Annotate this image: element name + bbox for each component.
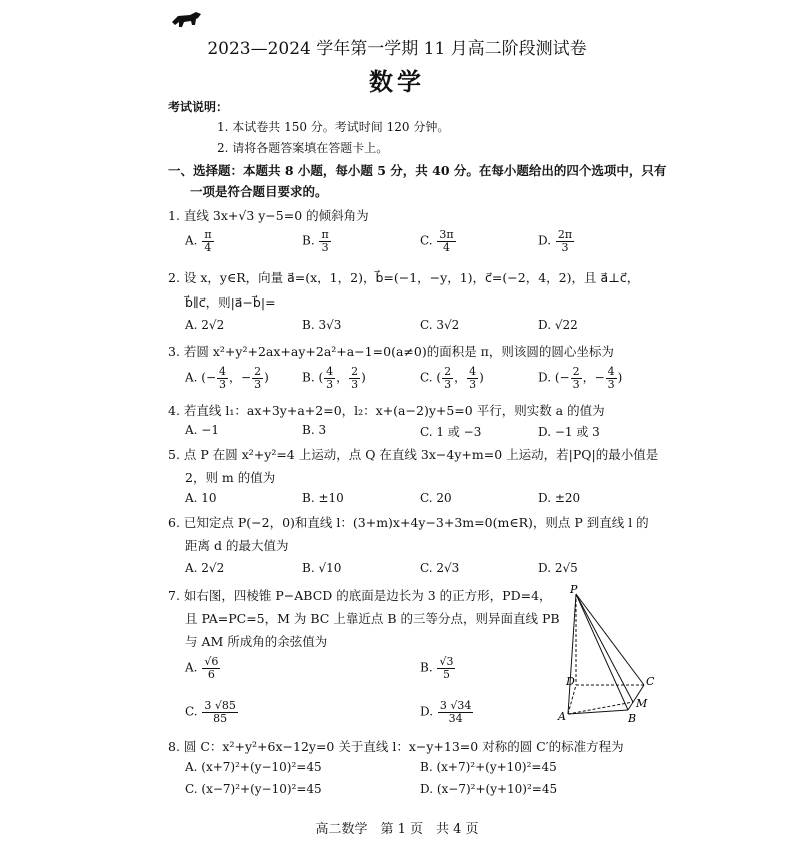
vertex-label-m: M bbox=[636, 697, 648, 710]
instruction-item-1: 1. 本试卷共 150 分。考试时间 120 分钟。 bbox=[217, 120, 450, 134]
q6-option-c[interactable]: C. 2√3 bbox=[420, 561, 460, 575]
q5-option-c[interactable]: C. 20 bbox=[420, 491, 452, 505]
q2-option-d[interactable]: D. √22 bbox=[538, 318, 578, 332]
page-title: 2023—2024 学年第一学期 11 月高二阶段测试卷 bbox=[207, 39, 587, 59]
question-2-stem-line2: b⃗∥c⃗，则|a⃗−b⃗|= bbox=[185, 295, 276, 310]
q5-option-b[interactable]: B. ±10 bbox=[302, 491, 344, 505]
vertex-label-d: D bbox=[566, 675, 575, 688]
question-7-stem-line3: 与 AM 所成角的余弦值为 bbox=[185, 634, 328, 649]
q1-option-b[interactable]: B. $\frac{\pi}{3}$ bbox=[302, 228, 329, 254]
vertex-label-p: P bbox=[570, 583, 578, 596]
question-7-stem: 7. 如右图，四棱锥 P−ABCD 的底面是边长为 3 的正方形，PD=4， bbox=[168, 588, 552, 603]
q6-option-d[interactable]: D. 2√5 bbox=[538, 561, 578, 575]
section-heading: 一、选择题：本题共 8 小题，每小题 5 分，共 40 分。在每小题给出的四个选项中，只有 bbox=[168, 163, 667, 178]
question-5-stem-line2: 2，则 m 的值为 bbox=[185, 470, 276, 485]
q4-option-b[interactable]: B. 3 bbox=[302, 423, 327, 437]
subject-title: 数学 bbox=[369, 67, 425, 96]
section-heading-line2: 一项是符合题目要求的。 bbox=[190, 184, 328, 199]
q4-option-d[interactable]: D. −1 或 3 bbox=[538, 425, 600, 439]
question-1-stem: 1. 直线 3x+√3 y−5=0 的倾斜角为 bbox=[168, 208, 369, 223]
question-2-stem: 2. 设 x，y∈R，向量 a⃗=(x，1，2)，b⃗=(−1，−y，1)，c⃗=(−2，4，2)，且 a⃗⊥c⃗， bbox=[168, 270, 640, 285]
q5-option-d[interactable]: D. ±20 bbox=[538, 491, 581, 505]
page-footer: 高二数学 第 1 页 共 4 页 bbox=[315, 822, 479, 837]
question-6-stem: 6. 已知定点 P(−2，0)和直线 l：(3+m)x+4y−3+3m=0(m∈R)，则点 P 到直线 l 的 bbox=[168, 515, 649, 530]
q6-option-a[interactable]: A. 2√2 bbox=[185, 561, 225, 575]
q3-option-c[interactable]: C. ( $\frac{2}{3}$ ， $\frac{4}{3}$ ) bbox=[420, 365, 484, 391]
question-3-stem: 3. 若圆 x²+y²+2ax+ay+2a²+a−1=0(a≠0)的面积是 π，则该圆的圆心坐标为 bbox=[168, 344, 614, 359]
vertex-label-b: B bbox=[628, 712, 637, 724]
question-4-stem: 4. 若直线 l₁：ax+3y+a+2=0，l₂：x+(a−2)y+5=0 平行，则实数 a 的值为 bbox=[168, 403, 605, 418]
question-6-stem-line2: 距离 d 的最大值为 bbox=[185, 538, 289, 553]
q1-option-a[interactable]: A. $\frac{\pi}{4}$ bbox=[185, 228, 212, 254]
q3-option-a[interactable]: A. (− $\frac{4}{3}$ ，− $\frac{2}{3}$ ) bbox=[185, 365, 269, 391]
q5-option-a[interactable]: A. 10 bbox=[185, 491, 217, 505]
q8-option-a[interactable]: A. (x+7)²+(y−10)²=45 bbox=[185, 760, 322, 774]
q1-option-d[interactable]: D. $\frac{2\pi}{3}$ bbox=[538, 228, 573, 254]
q3-option-d[interactable]: D. (− $\frac{2}{3}$ ，− $\frac{4}{3}$ ) bbox=[538, 365, 623, 391]
q2-option-c[interactable]: C. 3√2 bbox=[420, 318, 460, 332]
q7-option-d[interactable]: D. $\frac{3 √34}{34}$ bbox=[420, 699, 472, 725]
instruction-item-2: 2. 请将各题答案填在答题卡上。 bbox=[217, 141, 389, 155]
q4-option-c[interactable]: C. 1 或 −3 bbox=[420, 425, 482, 439]
q7-option-a[interactable]: A. $\frac{√6}{6}$ bbox=[185, 655, 219, 681]
question-8-stem: 8. 圆 C：x²+y²+6x−12y=0 关于直线 l：x−y+13=0 对称的圆 C′的标准方程为 bbox=[168, 739, 624, 754]
q1-option-c[interactable]: C. $\frac{3\pi}{4}$ bbox=[420, 228, 454, 254]
q6-option-b[interactable]: B. √10 bbox=[302, 561, 342, 575]
bull-logo-icon bbox=[170, 10, 204, 33]
pyramid-figure bbox=[552, 582, 662, 727]
vertex-label-c: C bbox=[646, 675, 655, 688]
q8-option-d[interactable]: D. (x−7)²+(y+10)²=45 bbox=[420, 782, 558, 796]
instructions-heading: 考试说明： bbox=[168, 100, 229, 114]
q2-option-a[interactable]: A. 2√2 bbox=[185, 318, 225, 332]
q4-option-a[interactable]: A. −1 bbox=[185, 423, 219, 437]
q2-option-b[interactable]: B. 3√3 bbox=[302, 318, 342, 332]
q8-option-b[interactable]: B. (x+7)²+(y+10)²=45 bbox=[420, 760, 557, 774]
q7-option-c[interactable]: C. $\frac{3 √85}{85}$ bbox=[185, 699, 236, 725]
question-7-stem-line2: 且 PA=PC=5，M 为 BC 上靠近点 B 的三等分点，则异面直线 PB bbox=[185, 611, 560, 626]
q8-option-c[interactable]: C. (x−7)²+(y−10)²=45 bbox=[185, 782, 322, 796]
question-5-stem: 5. 点 P 在圆 x²+y²=4 上运动，点 Q 在直线 3x−4y+m=0 上运动，若|PQ|的最小值是 bbox=[168, 447, 659, 462]
q7-option-b[interactable]: B. $\frac{√3}{5}$ bbox=[420, 655, 454, 681]
vertex-label-a: A bbox=[558, 710, 566, 723]
q3-option-b[interactable]: B. ( $\frac{4}{3}$ ， $\frac{2}{3}$ ) bbox=[302, 365, 366, 391]
